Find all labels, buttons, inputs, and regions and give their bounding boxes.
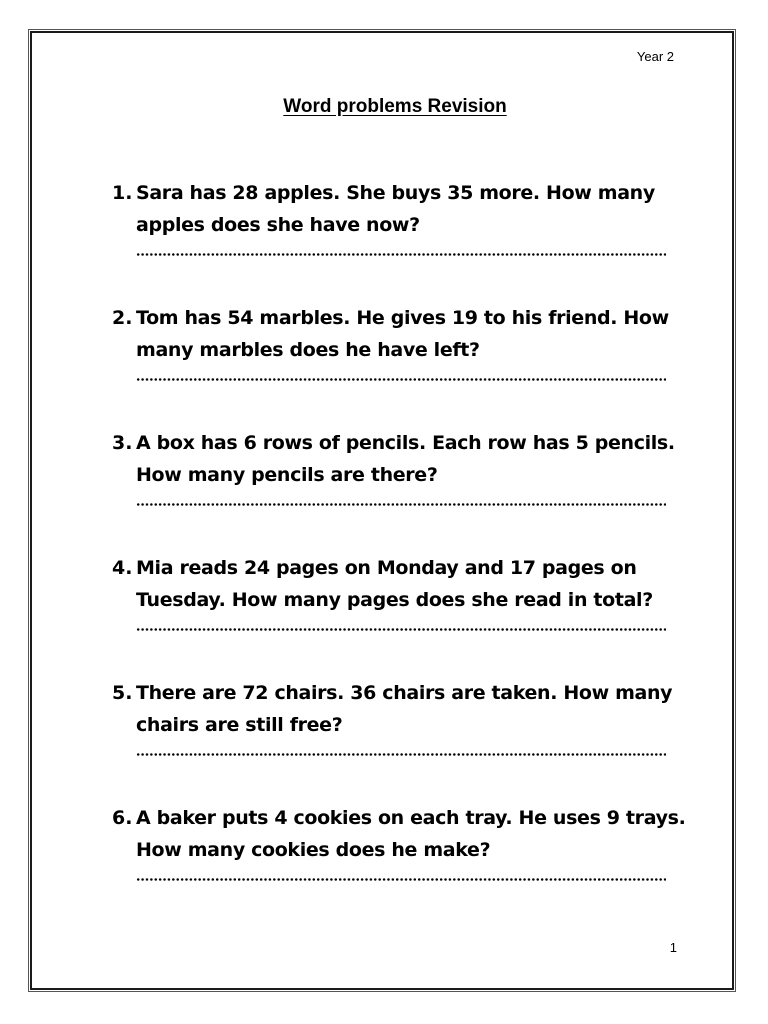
worksheet-title: Word problems Revision (283, 96, 507, 117)
question-item-5 (112, 677, 692, 802)
question-number: 3. (112, 432, 133, 454)
year-label: Year 2 (636, 49, 674, 64)
question-item-1 (112, 177, 692, 302)
question-number: 5. (112, 682, 133, 704)
question-text: Tom has 54 marbles. He gives 19 to his friend. How many marbles does he have left? (136, 307, 669, 361)
answer-line[interactable] (136, 502, 666, 507)
question-text: A box has 6 rows of pencils. Each row has 5 pencils. How many pencils are there? (136, 432, 675, 486)
question-item-3 (112, 427, 692, 552)
question-text: A baker puts 4 cookies on each tray. He uses 9 trays. How many cookies does he make? (136, 807, 686, 861)
question-item-4 (112, 552, 692, 677)
question-item-6 (112, 802, 692, 927)
question-number: 4. (112, 557, 133, 579)
answer-line[interactable] (136, 752, 666, 757)
answer-line[interactable] (136, 377, 666, 382)
answer-line[interactable] (136, 627, 666, 632)
answer-line[interactable] (136, 252, 666, 257)
question-list (112, 177, 692, 927)
answer-line[interactable] (136, 877, 666, 882)
question-text: There are 72 chairs. 36 chairs are taken. How many chairs are still free? (136, 682, 673, 736)
page-number: 1 (669, 940, 677, 955)
question-number: 2. (112, 307, 133, 329)
question-text: Mia reads 24 pages on Monday and 17 pages on Tuesday. How many pages does she read in total? (136, 557, 653, 611)
question-number: 6. (112, 807, 133, 829)
question-number: 1. (112, 182, 133, 204)
question-item-2 (112, 302, 692, 427)
question-text: Sara has 28 apples. She buys 35 more. How many apples does she have now? (136, 182, 655, 236)
